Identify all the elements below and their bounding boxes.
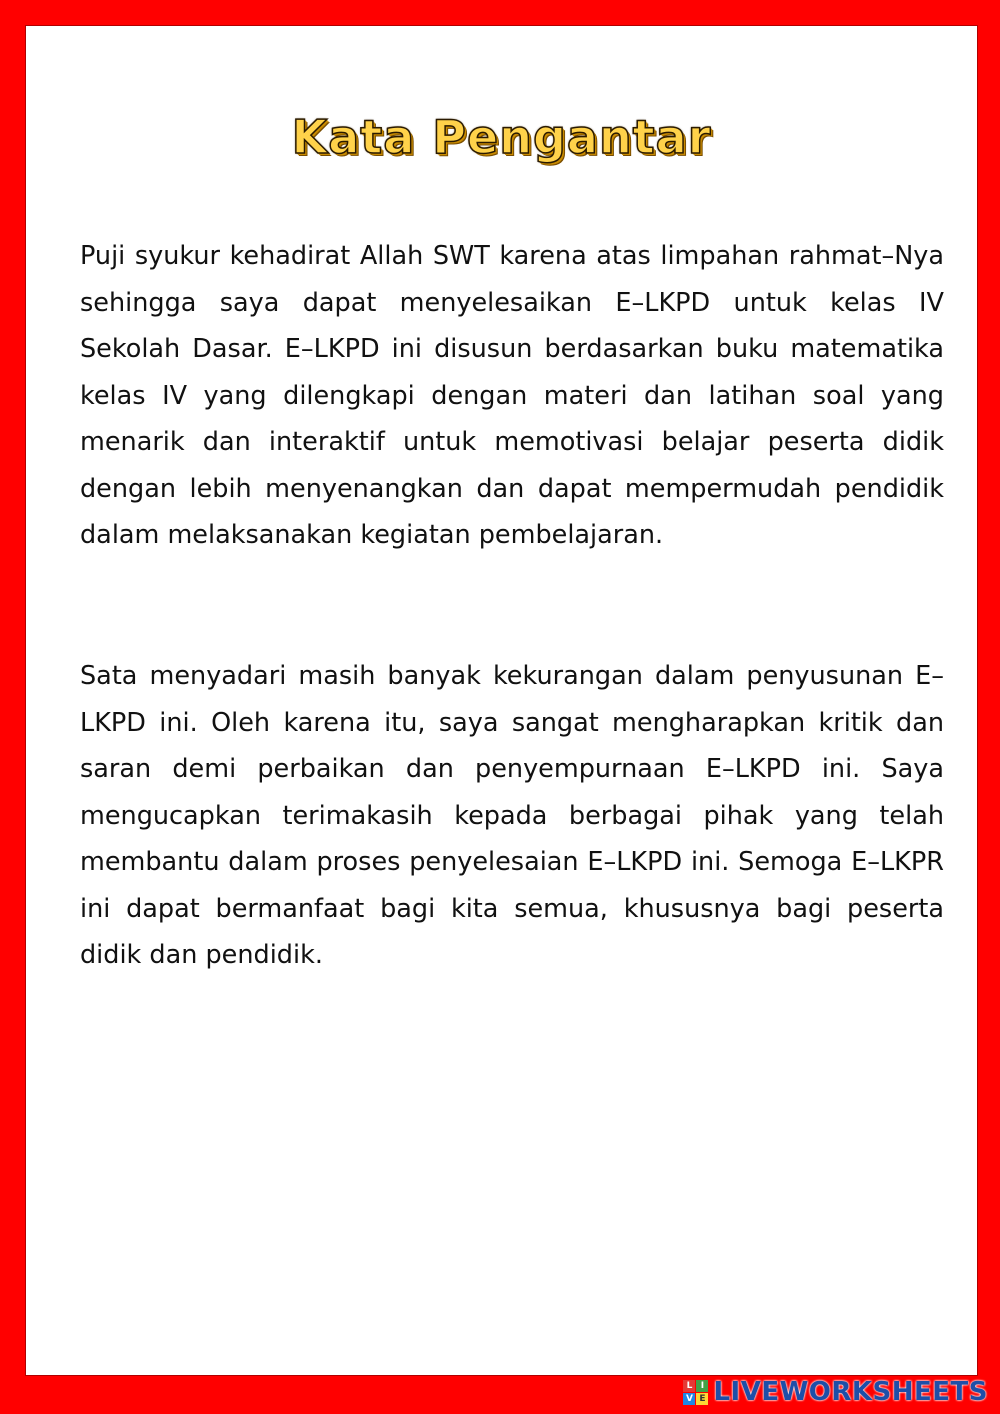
paragraph-intro: Puji syukur kehadirat Allah SWT karena atas limpahan rahmat–Nya sehingga saya dapat menyelesaikan E–LKPD untuk kelas IV Sekolah Dasar. E–LKPD ini disusun berdasarkan buku matematika kelas IV yang dilengkapi dengan materi dan latihan soal yang menarik dan interaktif untuk memotivasi belajar peserta didik dengan lebih menyenangkan dan dapat mempermudah pendidik dalam melaksanakan kegiatan pembelajaran. [80,241,944,550]
liveworksheets-logo-icon [683,1380,708,1405]
logo-letter-i: I [696,1380,708,1392]
watermark-text: LIVEWORKSHEETS [713,1377,988,1407]
paragraph-closing: Sata menyadari masih banyak kekurangan dalam penyusunan E–LKPD ini. Oleh karena itu, saya sangat mengharapkan kritik dan saran demi perbaikan dan penyempurnaan E–LKPD ini. Saya mengucapkan terimakasih kepada berbagai pihak yang telah membantu dalam proses penyelesaian E–LKPD ini. Semoga E–LKPR ini dapat bermanfaat bagi kita semua, khususnya bagi peserta didik dan pendidik. [80,661,944,970]
logo-letter-l: L [683,1380,695,1392]
logo-letter-e: E [696,1393,708,1405]
logo-letter-v: V [683,1393,695,1405]
worksheet-page [25,25,978,1376]
liveworksheets-watermark[interactable] [683,1376,988,1408]
page-title: Kata Pengantar [291,110,712,164]
